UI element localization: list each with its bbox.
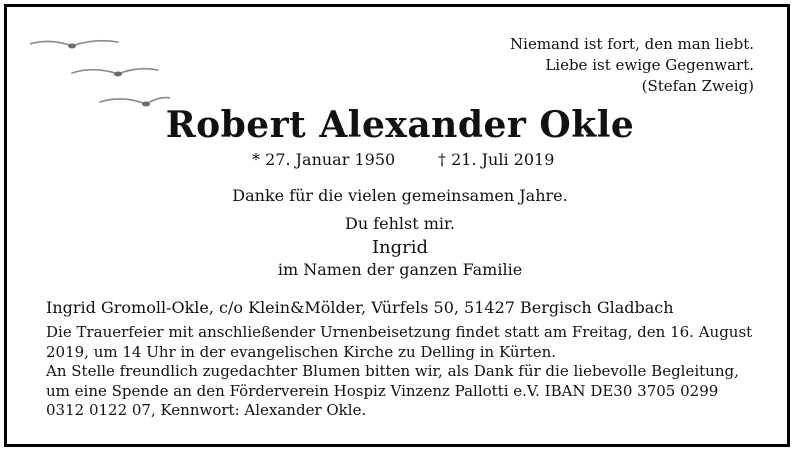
- ceremony-paragraph: Die Trauerfeier mit anschließender Urnenbeisetzung findet statt am Freitag, den 16. August 2019, um 14 Uhr in der evangelischen Kirche zu Delling in Kürten.: [46, 323, 753, 361]
- flying-birds-icon: [30, 36, 170, 112]
- quote-line-1: Niemand ist fort, den man liebt.: [510, 35, 754, 53]
- thanks-line: Danke für die vielen gemeinsamen Jahre.: [232, 186, 568, 205]
- birth-date: * 27. Januar 1950: [252, 150, 396, 169]
- quote-line-2: Liebe ist ewige Gegenwart.: [545, 56, 754, 74]
- quote-block: [510, 34, 754, 97]
- donation-paragraph: An Stelle freundlich zugedachter Blumen bitten wir, als Dank für die liebevolle Begleitung, um eine Spende an den Förderverein Hospiz Vinzenz Pallotti e.V. IBAN DE30 3705 0299 0312 0122 07, Kennwort: Alexander Okle.: [46, 362, 739, 419]
- miss-line: Du fehlst mir.: [344, 214, 456, 233]
- signer-name: Ingrid: [371, 237, 429, 258]
- contact-address: Ingrid Gromoll-Okle, c/o Klein&Mölder, Vürfels 50, 51427 Bergisch Gladbach: [46, 298, 674, 317]
- family-line: im Namen der ganzen Familie: [277, 260, 523, 279]
- death-date: † 21. Juli 2019: [438, 150, 555, 169]
- deceased-name: Robert Alexander Okle: [165, 104, 635, 146]
- details-text: [46, 323, 758, 421]
- quote-source: (Stefan Zweig): [641, 77, 754, 95]
